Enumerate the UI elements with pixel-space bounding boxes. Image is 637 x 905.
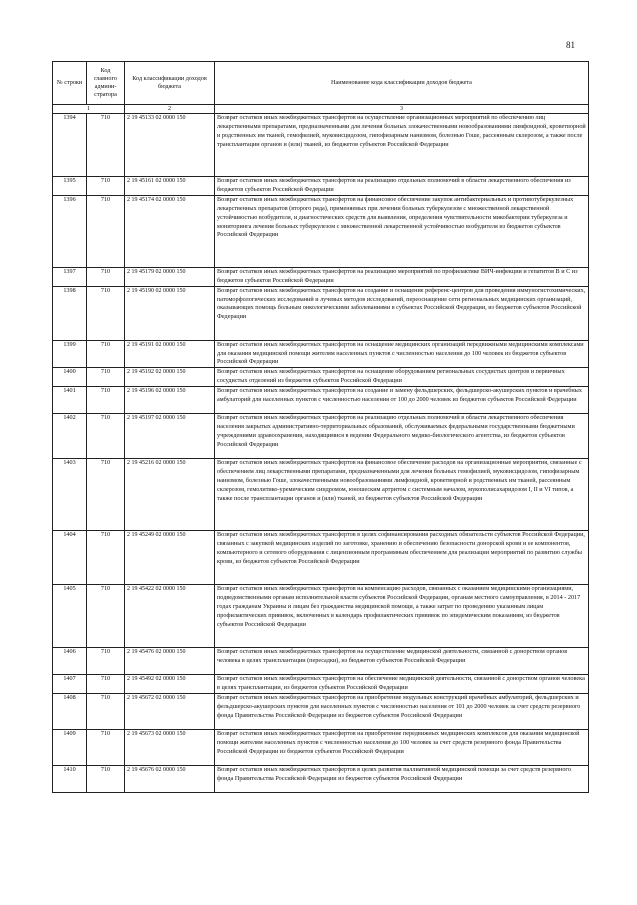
classification-code-cell: 2 19 45672 02 0000 150: [125, 693, 215, 729]
classification-code-cell: 2 19 45190 02 0000 150: [125, 286, 215, 340]
table-row: [53, 286, 589, 340]
table-row: [53, 765, 589, 792]
code-name-cell: Возврат остатков иных межбюджетных трансфертов на приобретение модульных конструкций врачебных амбулаторий, фельдшерских и фельдшерско-акушерских пунктов для населенных пунктов с численностью населения от 101 до 2000 человек за счет средств резервного фонда Правительства Российской Федерации из бюджетов субъектов Российской Федерации: [215, 693, 589, 729]
code-name-cell: Возврат остатков иных межбюджетных трансфертов на обеспечение медицинской деятельности, связанной с донорством органов человека в целях трансплантации, из бюджетов субъектов Российской Федерации: [215, 675, 589, 694]
table-row: [53, 585, 589, 648]
admin-code-cell: 710: [87, 675, 125, 694]
table-row: [53, 531, 589, 585]
table-body: [53, 114, 589, 793]
classification-code-cell: 2 19 45492 02 0000 150: [125, 675, 215, 694]
code-name-cell: Возврат остатков иных межбюджетных трансфертов в целях развития паллиативной медицинской помощи за счет средств резервного фонда Правительства Российской Федерации из бюджетов субъектов Российской Федерации: [215, 765, 589, 792]
code-name-cell: Возврат остатков иных межбюджетных трансфертов на осуществление медицинской деятельности, связанной с донорством органов человека в целях трансплантации (пересадки), из бюджетов субъектов Российской Федерации: [215, 648, 589, 675]
revenue-classification-table: [52, 61, 589, 793]
header-admin-code: Код главного админи- стратора: [87, 62, 125, 105]
row-number-cell: 1404: [53, 531, 87, 585]
table-row: [53, 414, 589, 459]
row-number-cell: 1395: [53, 177, 87, 196]
admin-code-cell: 710: [87, 195, 125, 267]
table-row: [53, 693, 589, 729]
classification-code-cell: 2 19 45216 02 0000 150: [125, 459, 215, 531]
classification-code-cell: 2 19 45249 02 0000 150: [125, 531, 215, 585]
classification-code-cell: 2 19 45179 02 0000 150: [125, 267, 215, 286]
row-number-cell: 1401: [53, 387, 87, 414]
classification-code-cell: 2 19 45476 02 0000 150: [125, 648, 215, 675]
row-number-cell: 1398: [53, 286, 87, 340]
row-number-cell: 1400: [53, 368, 87, 387]
table-row: [53, 267, 589, 286]
table-row: [53, 387, 589, 414]
classification-code-cell: 2 19 45196 02 0000 150: [125, 387, 215, 414]
row-number-cell: 1406: [53, 648, 87, 675]
admin-code-cell: 710: [87, 177, 125, 196]
row-number-cell: 1399: [53, 340, 87, 368]
column-number-2: 2: [125, 105, 215, 114]
header-code-name: Наименование кода классификации доходов бюджета: [215, 62, 589, 105]
header-classification-code: Код классификации доходов бюджета: [125, 62, 215, 105]
code-name-cell: Возврат остатков иных межбюджетных трансфертов на оснащение медицинских организаций передвижными медицинскими комплексами для оказания медицинской помощи жителям населенных пунктов с численностью населения до 100 человек из бюджетов субъектов Российской Федерации: [215, 340, 589, 368]
column-number-3: 3: [215, 105, 589, 114]
classification-code-cell: 2 19 45174 02 0000 150: [125, 195, 215, 267]
admin-code-cell: 710: [87, 267, 125, 286]
code-name-cell: Возврат остатков иных межбюджетных трансфертов на приобретение передвижных медицинских комплексов для оказания медицинской помощи жителям населенных пунктов с численностью населения до 100 человек за счет средств резервного фонда Правительства Российской Федерации из бюджетов субъектов Российской Федерации: [215, 729, 589, 765]
row-number-cell: 1405: [53, 585, 87, 648]
row-number-cell: 1397: [53, 267, 87, 286]
code-name-cell: Возврат остатков иных межбюджетных трансфертов на осуществление организационных мероприятий по обеспечению лиц лекарственными препаратами, предназначенными для лечения больных злокачественными новообразованиями лимфоидной, кроветворной и родственных им тканей, гемофилией, муковисцидозом, гипофизарным нанизмом, болезнью Гоше, рассеянным склерозом, а также после трансплантации органов и (или) тканей, из бюджетов субъектов Российской Федерации: [215, 114, 589, 177]
code-name-cell: Возврат остатков иных межбюджетных трансфертов на реализацию мероприятий по профилактике ВИЧ-инфекции и гепатитов В и С из бюджетов субъектов Российской Федерации: [215, 267, 589, 286]
admin-code-cell: 710: [87, 414, 125, 459]
admin-code-cell: 710: [87, 340, 125, 368]
classification-code-cell: 2 19 45676 02 0000 150: [125, 765, 215, 792]
row-number-cell: 1402: [53, 414, 87, 459]
code-name-cell: Возврат остатков иных межбюджетных трансфертов на реализацию отдельных полномочий в области лекарственного обеспечения населения закрытых административно-территориальных образований, обслуживаемых федеральными государственными бюджетными учреждениями здравоохранения, находящимися в ведении Федерального медико-биологического агентства, из бюджетов субъектов Российской Федерации: [215, 414, 589, 459]
classification-code-cell: 2 19 45673 02 0000 150: [125, 729, 215, 765]
row-number-cell: 1408: [53, 693, 87, 729]
admin-code-cell: 710: [87, 765, 125, 792]
table-row: [53, 729, 589, 765]
admin-code-cell: 710: [87, 648, 125, 675]
classification-code-cell: 2 19 45197 02 0000 150: [125, 414, 215, 459]
table-row: [53, 459, 589, 531]
admin-code-cell: 710: [87, 459, 125, 531]
classification-code-cell: 2 19 45191 02 0000 150: [125, 340, 215, 368]
admin-code-cell: 710: [87, 286, 125, 340]
row-number-cell: 1403: [53, 459, 87, 531]
table-row: [53, 368, 589, 387]
row-number-cell: 1407: [53, 675, 87, 694]
table-row: [53, 340, 589, 368]
table-row: [53, 177, 589, 196]
code-name-cell: Возврат остатков иных межбюджетных трансфертов на создание и замену фельдшерских, фельдшерско-акушерских пунктов и врачебных амбулаторий для населенных пунктов с численностью населения от 100 до 2000 человек из бюджетов субъектов Российской Федерации: [215, 387, 589, 414]
admin-code-cell: 710: [87, 693, 125, 729]
table-row: [53, 675, 589, 694]
table-row: [53, 195, 589, 267]
page-number: 81: [566, 40, 575, 50]
classification-code-cell: 2 19 45133 02 0000 150: [125, 114, 215, 177]
code-name-cell: Возврат остатков иных межбюджетных трансфертов на компенсацию расходов, связанных с оказанием медицинскими организациями, подведомственными органам исполнительной власти субъектов Российской Федерации, органам местного самоуправления, в 2014 - 2017 годах гражданам Украины и лицам без гражданства медицинской помощи, а также затрат по проведению указанным лицам профилактических прививок, включенных в календарь профилактических прививок по эпидемическим показаниям, из бюджетов субъектов Российской Федерации: [215, 585, 589, 648]
row-number-cell: 1410: [53, 765, 87, 792]
admin-code-cell: 710: [87, 387, 125, 414]
table-row: [53, 648, 589, 675]
row-number-cell: 1409: [53, 729, 87, 765]
row-number-cell: 1394: [53, 114, 87, 177]
classification-code-cell: 2 19 45192 02 0000 150: [125, 368, 215, 387]
admin-code-cell: 710: [87, 729, 125, 765]
classification-code-cell: 2 19 45161 02 0000 150: [125, 177, 215, 196]
column-number-1: 1: [53, 105, 125, 114]
code-name-cell: Возврат остатков иных межбюджетных трансфертов на оснащение оборудованием региональных сосудистых центров и первичных сосудистых отделений из бюджетов субъектов Российской Федерации: [215, 368, 589, 387]
code-name-cell: Возврат остатков иных межбюджетных трансфертов в целях софинансирования расходных обязательств субъектов Российской Федерации, связанных с закупкой медицинских изделий по заготовке, хранению и обеспечению безопасности донорской крови и ее компонентов, компьютерного и сетевого оборудования с лицензионным программным обеспечением для реализации мероприятий по развитию службы крови, из бюджетов субъектов Российской Федерации: [215, 531, 589, 585]
admin-code-cell: 710: [87, 368, 125, 387]
table-row: [53, 114, 589, 177]
code-name-cell: Возврат остатков иных межбюджетных трансфертов на финансовое обеспечение закупок антибактериальных и противотуберкулезных лекарственных препаратов (второго ряда), применяемых при лечении больных туберкулезом с множественной лекарственной устойчивостью возбудителя, и диагностических средств для выявления, определения чувствительности микобактерии туберкулеза и мониторинга лечения больных туберкулезом с множественной лекарственной устойчивостью возбудителя из бюджетов субъектов Российской Федерации: [215, 195, 589, 267]
admin-code-cell: 710: [87, 531, 125, 585]
code-name-cell: Возврат остатков иных межбюджетных трансфертов на реализацию отдельных полномочий в области лекарственного обеспечения из бюджетов субъектов Российской Федерации: [215, 177, 589, 196]
admin-code-cell: 710: [87, 114, 125, 177]
code-name-cell: Возврат остатков иных межбюджетных трансфертов на создание и оснащение референс-центров для проведения иммуногистохимических, патоморфологических исследований и лучевых методов исследований, переоснащение сети региональных медицинских организаций, оказывающих помощь больным онкологическими заболеваниями в субъектах Российской Федерации, из бюджетов субъектов Российской Федерации: [215, 286, 589, 340]
header-row-number: № строки: [53, 62, 87, 105]
row-number-cell: 1396: [53, 195, 87, 267]
code-name-cell: Возврат остатков иных межбюджетных трансфертов на финансовое обеспечение расходов на организационные мероприятия, связанные с обеспечением лиц лекарственными препаратами, предназначенными для лечения больных гемофилией, муковисцидозом, гипофизарным нанизмом, болезнью Гоше, злокачественными новообразованиями лимфоидной, кроветворной и родственных им тканей, рассеянным склерозом, гемолитико-уремическим синдромом, юношеским артритом с системным началом, мукополисахаридозом I, II и VI типов, а также после трансплантации органов и (или) тканей, из бюджетов субъектов Российской Федерации: [215, 459, 589, 531]
admin-code-cell: 710: [87, 585, 125, 648]
classification-code-cell: 2 19 45422 02 0000 150: [125, 585, 215, 648]
